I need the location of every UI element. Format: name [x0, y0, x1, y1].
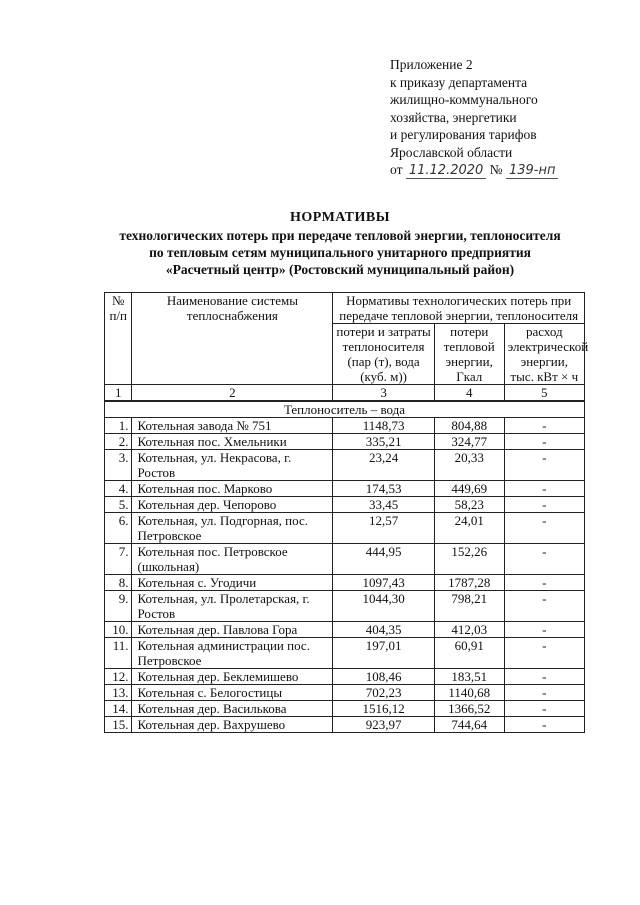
- electricity: -: [504, 701, 584, 717]
- electricity: -: [504, 497, 584, 513]
- row-number: 8.: [105, 575, 132, 591]
- appendix-line: к приказу департамента: [390, 74, 528, 90]
- heat-losses: 324,77: [434, 434, 504, 450]
- table-row: [105, 450, 585, 481]
- electricity: -: [504, 685, 584, 701]
- row-number: 4.: [105, 481, 132, 497]
- heat-losses: 798,21: [434, 591, 504, 622]
- header-coolant-losses: потери и затраты теплоносителя (пар (т), вода (куб. м)): [333, 324, 434, 385]
- row-number: 15.: [105, 717, 132, 733]
- coolant-losses: 33,45: [333, 497, 434, 513]
- table-row: [105, 544, 585, 575]
- table-row: [105, 622, 585, 638]
- system-name: Котельная, ул. Подгорная, пос. Петровское: [132, 513, 333, 544]
- title-line: технологических потерь при передаче тепловой энергии, теплоносителя: [119, 228, 561, 243]
- system-name: Котельная пос. Хмельники: [132, 434, 333, 450]
- system-name: Котельная дер. Павлова Гора: [132, 622, 333, 638]
- header-heat-losses: потери тепловой энергии, Гкал: [434, 324, 504, 385]
- title-line: по тепловым сетям муниципального унитарного предприятия: [149, 245, 531, 260]
- document-title-block: [90, 209, 590, 278]
- table-row: [105, 418, 585, 434]
- appendix-block: [390, 56, 558, 179]
- handwritten-date: 11.12.2020: [406, 164, 486, 179]
- row-number: 13.: [105, 685, 132, 701]
- row-number: 5.: [105, 497, 132, 513]
- column-number: 5: [504, 385, 584, 402]
- row-number: 7.: [105, 544, 132, 575]
- row-number: 6.: [105, 513, 132, 544]
- heat-losses: 744,64: [434, 717, 504, 733]
- coolant-losses: 23,24: [333, 450, 434, 481]
- header-num: № п/п: [105, 293, 132, 385]
- coolant-losses: 702,23: [333, 685, 434, 701]
- heat-losses: 804,88: [434, 418, 504, 434]
- system-name: Котельная пос. Марково: [132, 481, 333, 497]
- heat-losses: 20,33: [434, 450, 504, 481]
- heat-losses: 58,23: [434, 497, 504, 513]
- system-name: Котельная пос. Петровское (школьная): [132, 544, 333, 575]
- appendix-line: Приложение 2: [390, 57, 473, 72]
- heat-losses: 1140,68: [434, 685, 504, 701]
- coolant-losses: 1097,43: [333, 575, 434, 591]
- row-number: 14.: [105, 701, 132, 717]
- coolant-losses: 1148,73: [333, 418, 434, 434]
- header-name: Наименование системы теплоснабжения: [132, 293, 333, 385]
- appendix-line: жилищно-коммунального: [390, 92, 538, 107]
- table-row: [105, 497, 585, 513]
- section-header: Теплоноситель – вода: [105, 401, 585, 418]
- electricity: -: [504, 591, 584, 622]
- coolant-losses: 12,57: [333, 513, 434, 544]
- table-row: [105, 434, 585, 450]
- electricity: -: [504, 622, 584, 638]
- system-name: Котельная дер. Вахрушево: [132, 717, 333, 733]
- document-title: НОРМАТИВЫ: [290, 210, 390, 225]
- electricity: -: [504, 450, 584, 481]
- heat-losses: 152,26: [434, 544, 504, 575]
- system-name: Котельная дер. Беклемишево: [132, 669, 333, 685]
- system-name: Котельная, ул. Пролетарская, г. Ростов: [132, 591, 333, 622]
- row-number: 2.: [105, 434, 132, 450]
- column-number: 3: [333, 385, 434, 402]
- system-name: Котельная завода № 751: [132, 418, 333, 434]
- table-row: [105, 575, 585, 591]
- row-number: 10.: [105, 622, 132, 638]
- system-name: Котельная с. Белогостицы: [132, 685, 333, 701]
- coolant-losses: 108,46: [333, 669, 434, 685]
- coolant-losses: 404,35: [333, 622, 434, 638]
- number-sign: №: [489, 162, 503, 177]
- electricity: -: [504, 575, 584, 591]
- coolant-losses: 1516,12: [333, 701, 434, 717]
- row-number: 11.: [105, 638, 132, 669]
- coolant-losses: 197,01: [333, 638, 434, 669]
- heat-losses: 1787,28: [434, 575, 504, 591]
- column-number: 2: [132, 385, 333, 402]
- system-name: Котельная администрации пос. Петровское: [132, 638, 333, 669]
- coolant-losses: 444,95: [333, 544, 434, 575]
- appendix-line: и регулирования тарифов: [390, 127, 537, 142]
- column-number: 4: [434, 385, 504, 402]
- coolant-losses: 335,21: [333, 434, 434, 450]
- header-electricity: расход электрической энергии, тыс. кВт × ч: [504, 324, 584, 385]
- column-number: 1: [105, 385, 132, 402]
- row-number: 12.: [105, 669, 132, 685]
- coolant-losses: 923,97: [333, 717, 434, 733]
- electricity: -: [504, 638, 584, 669]
- table-row: [105, 638, 585, 669]
- table-row: [105, 717, 585, 733]
- handwritten-number: 139-нп: [506, 164, 559, 179]
- table-row: [105, 669, 585, 685]
- row-number: 3.: [105, 450, 132, 481]
- coolant-losses: 174,53: [333, 481, 434, 497]
- row-number: 1.: [105, 418, 132, 434]
- row-number: 9.: [105, 591, 132, 622]
- appendix-line: Ярославской области: [390, 144, 513, 160]
- electricity: -: [504, 481, 584, 497]
- electricity: -: [504, 544, 584, 575]
- appendix-line: хозяйства, энергетики: [390, 109, 517, 125]
- heat-losses: 24,01: [434, 513, 504, 544]
- heat-losses: 449,69: [434, 481, 504, 497]
- heat-losses: 60,91: [434, 638, 504, 669]
- table-row: [105, 701, 585, 717]
- norms-table: [104, 292, 589, 733]
- table-row: [105, 685, 585, 701]
- coolant-losses: 1044,30: [333, 591, 434, 622]
- system-name: Котельная дер. Чепорово: [132, 497, 333, 513]
- electricity: -: [504, 669, 584, 685]
- electricity: -: [504, 717, 584, 733]
- heat-losses: 183,51: [434, 669, 504, 685]
- table-row: [105, 513, 585, 544]
- heat-losses: 1366,52: [434, 701, 504, 717]
- heat-losses: 412,03: [434, 622, 504, 638]
- system-name: Котельная с. Угодичи: [132, 575, 333, 591]
- electricity: -: [504, 418, 584, 434]
- date-prefix: от: [390, 162, 403, 177]
- electricity: -: [504, 434, 584, 450]
- header-norms-group: Нормативы технологических потерь при передаче тепловой энергии, теплоносителя: [333, 293, 585, 324]
- table-row: [105, 481, 585, 497]
- electricity: -: [504, 513, 584, 544]
- system-name: Котельная, ул. Некрасова, г. Ростов: [132, 450, 333, 481]
- system-name: Котельная дер. Василькова: [132, 701, 333, 717]
- table-row: [105, 591, 585, 622]
- order-date-line: [390, 161, 558, 179]
- title-line: «Расчетный центр» (Ростовский муниципальный район): [165, 262, 515, 277]
